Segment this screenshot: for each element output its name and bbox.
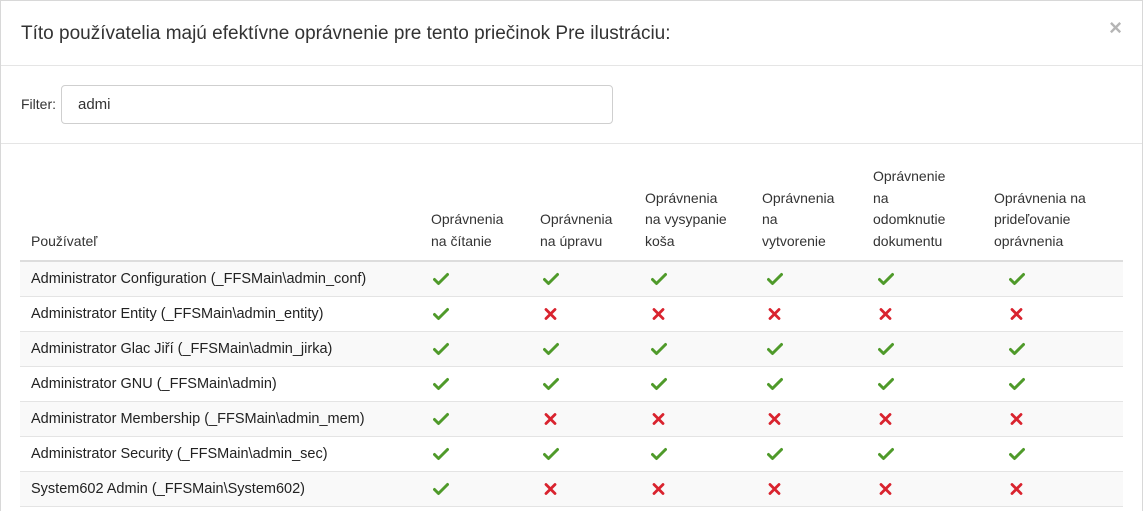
table-row[interactable]: [20, 297, 1123, 332]
cross-icon: [1009, 307, 1025, 321]
column-header-read[interactable]: [425, 166, 534, 261]
permission-cell-create: [756, 297, 867, 332]
column-header-line: na vysypanie: [645, 211, 727, 227]
permission-cell-empty-bin: [642, 437, 756, 472]
check-icon: [433, 412, 449, 426]
table-header-row: [20, 166, 1123, 261]
permission-cell-edit: [534, 367, 642, 402]
user-name-cell: Administrator GNU (_FFSMain\admin): [20, 367, 425, 402]
column-header-line: Oprávnenia: [762, 189, 835, 206]
check-icon: [433, 272, 449, 286]
column-header-line: koša: [645, 232, 675, 249]
table-row[interactable]: [20, 437, 1123, 472]
cross-icon: [878, 307, 894, 321]
column-header-line: na: [762, 211, 778, 227]
permission-cell-read: [425, 297, 534, 332]
cross-icon: [767, 307, 783, 321]
check-icon: [651, 342, 667, 356]
permission-cell-empty-bin: [642, 332, 756, 367]
check-icon: [878, 272, 894, 286]
table-row[interactable]: [20, 367, 1123, 402]
column-header-line: Oprávnenia na: [994, 189, 1086, 206]
permission-cell-read: [425, 367, 534, 402]
column-header-line: prideľovanie: [994, 211, 1071, 227]
permission-cell-create: [756, 261, 867, 297]
permission-cell-edit: [534, 332, 642, 367]
user-name-cell: System602 Admin (_FFSMain\System602): [20, 472, 425, 507]
permission-cell-read: [425, 332, 534, 367]
check-icon: [433, 377, 449, 391]
filter-row: [1, 66, 1142, 144]
permission-cell-edit: [534, 297, 642, 332]
table-row[interactable]: [20, 332, 1123, 367]
check-icon: [767, 377, 783, 391]
check-icon: [543, 272, 559, 286]
user-name-cell: Administrator Security (_FFSMain\admin_sec): [20, 437, 425, 472]
cross-icon: [767, 412, 783, 426]
permission-cell-edit: [534, 437, 642, 472]
permission-cell-create: [756, 472, 867, 507]
column-header-line: Oprávnenia: [645, 189, 718, 206]
check-icon: [433, 342, 449, 356]
check-icon: [1009, 272, 1025, 286]
check-icon: [878, 447, 894, 461]
column-header-assign[interactable]: [988, 166, 1123, 261]
permission-cell-unlock: [867, 297, 988, 332]
check-icon: [543, 377, 559, 391]
column-header-line: Oprávnenia: [431, 211, 504, 227]
cross-icon: [878, 482, 894, 496]
permission-cell-empty-bin: [642, 472, 756, 507]
permission-cell-read: [425, 261, 534, 297]
check-icon: [433, 482, 449, 496]
column-header-line: dokumentu: [873, 232, 943, 249]
column-header-line: na čítanie: [431, 232, 492, 249]
permission-cell-edit: [534, 261, 642, 297]
column-header-line: odomknutie: [873, 211, 946, 227]
permission-cell-edit: [534, 402, 642, 437]
column-header-user[interactable]: Používateľ: [20, 166, 425, 261]
permission-cell-assign: [988, 297, 1123, 332]
cross-icon: [651, 412, 667, 426]
check-icon: [767, 447, 783, 461]
permission-cell-assign: [988, 402, 1123, 437]
permission-cell-empty-bin: [642, 367, 756, 402]
check-icon: [767, 342, 783, 356]
permission-cell-edit: [534, 472, 642, 507]
permission-cell-unlock: [867, 332, 988, 367]
permissions-table: [20, 166, 1123, 507]
cross-icon: [651, 307, 667, 321]
table-row[interactable]: [20, 472, 1123, 507]
permission-cell-empty-bin: [642, 297, 756, 332]
permission-cell-read: [425, 437, 534, 472]
permissions-table-wrap: [20, 166, 1123, 507]
filter-input[interactable]: [61, 85, 613, 124]
permission-cell-assign: [988, 367, 1123, 402]
permission-cell-unlock: [867, 402, 988, 437]
check-icon: [767, 272, 783, 286]
cross-icon: [1009, 482, 1025, 496]
permission-cell-empty-bin: [642, 261, 756, 297]
check-icon: [878, 377, 894, 391]
permission-cell-unlock: [867, 472, 988, 507]
column-header-empty-bin[interactable]: [642, 166, 756, 261]
cross-icon: [543, 482, 559, 496]
user-name-cell: Administrator Glac Jiří (_FFSMain\admin_jirka): [20, 332, 425, 367]
permission-cell-create: [756, 367, 867, 402]
cross-icon: [651, 482, 667, 496]
permission-cell-read: [425, 472, 534, 507]
check-icon: [543, 342, 559, 356]
close-button[interactable]: ×: [1109, 15, 1122, 40]
permissions-table-body: [20, 261, 1123, 507]
column-header-line: vytvorenie: [762, 232, 826, 249]
permission-cell-create: [756, 437, 867, 472]
permission-cell-create: [756, 402, 867, 437]
column-header-unlock[interactable]: [867, 166, 988, 261]
check-icon: [651, 377, 667, 391]
column-header-edit[interactable]: [534, 166, 642, 261]
table-row[interactable]: [20, 402, 1123, 437]
cross-icon: [767, 482, 783, 496]
check-icon: [433, 447, 449, 461]
check-icon: [1009, 447, 1025, 461]
cross-icon: [1009, 412, 1025, 426]
permission-cell-empty-bin: [642, 402, 756, 437]
user-name-cell: Administrator Configuration (_FFSMain\admin_conf): [20, 261, 425, 297]
user-name-cell: Administrator Membership (_FFSMain\admin_mem): [20, 402, 425, 437]
check-icon: [1009, 377, 1025, 391]
filter-label: Filter:: [21, 96, 56, 112]
permission-cell-read: [425, 402, 534, 437]
permission-cell-assign: [988, 472, 1123, 507]
column-header-line: oprávnenia: [994, 232, 1064, 249]
cross-icon: [543, 412, 559, 426]
check-icon: [543, 447, 559, 461]
check-icon: [878, 342, 894, 356]
permission-cell-create: [756, 332, 867, 367]
column-header-line: Oprávnenie: [873, 168, 946, 184]
check-icon: [433, 307, 449, 321]
check-icon: [1009, 342, 1025, 356]
check-icon: [651, 447, 667, 461]
cross-icon: [543, 307, 559, 321]
column-header-line: na úpravu: [540, 232, 603, 249]
table-row[interactable]: [20, 261, 1123, 297]
permission-cell-assign: [988, 332, 1123, 367]
column-header-create[interactable]: [756, 166, 867, 261]
permission-cell-unlock: [867, 261, 988, 297]
column-header-line: Oprávnenia: [540, 211, 613, 227]
permission-cell-assign: [988, 437, 1123, 472]
check-icon: [651, 272, 667, 286]
cross-icon: [878, 412, 894, 426]
dialog-header: [1, 1, 1142, 66]
permission-cell-unlock: [867, 367, 988, 402]
column-header-line: na: [873, 189, 889, 206]
user-name-cell: Administrator Entity (_FFSMain\admin_entity): [20, 297, 425, 332]
permission-cell-assign: [988, 261, 1123, 297]
dialog-title: Títo používatelia majú efektívne oprávnenie pre tento priečinok Pre ilustráciu:: [21, 23, 671, 44]
permission-cell-unlock: [867, 437, 988, 472]
